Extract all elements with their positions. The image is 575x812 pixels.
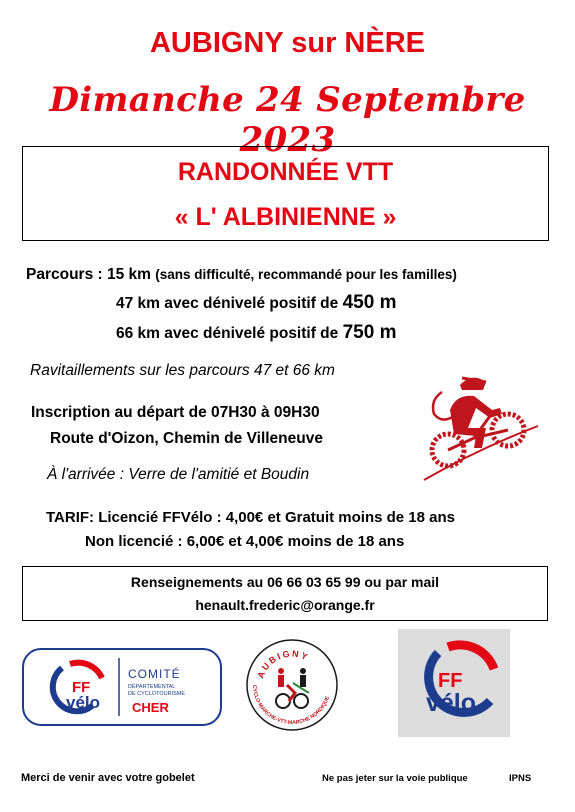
contact-phone-text: Renseignements au 06 66 03 65 99 ou par mail [130, 574, 440, 590]
event-type: RANDONNÉE VTT [177, 158, 394, 186]
parcours-47-value: 450 m [342, 292, 397, 313]
parcours-15-note: (sans difficulté, recommandé pour les familles) [155, 267, 457, 282]
event-date: Dimanche 24 Septembre 2023 [49, 80, 526, 160]
comite-text: COMITÉ [128, 667, 181, 681]
tarif-licencie: TARIF: Licencié FFVélo : 4,00€ et Gratuit moins de 18 ans [46, 509, 455, 526]
arrivee-text: À l'arrivée : Verre de l'amitié et Boudin [47, 466, 310, 483]
parcours-66-value: 750 m [342, 322, 397, 343]
tarif-non-licencie: Non licencié : 6,00€ et 4,00€ moins de 18 ans [85, 533, 405, 550]
parcours-line-66 [116, 322, 396, 344]
comite-departemental-text: DÉPARTEMENTAL [128, 684, 176, 690]
comite-cher-logo [22, 648, 222, 726]
comite-velo-text: vélo [66, 693, 101, 712]
ffvelo-logo [398, 629, 510, 737]
comite-cyclo-text: DE CYCLOTOURISME [128, 691, 186, 697]
parcours-line-47 [116, 292, 396, 314]
contact-box [22, 566, 548, 621]
aubigny-club-logo [243, 635, 341, 735]
ffvelo-ff-text: FF [438, 670, 463, 692]
footer-ipns: IPNS [509, 773, 532, 784]
ffvelo-velo-text: vélo [426, 689, 477, 717]
parcours-66-text: 66 km avec dénivelé positif de [116, 325, 339, 342]
event-title-box [22, 146, 549, 241]
route-text: Route d'Oizon, Chemin de Villeneuve [50, 430, 323, 447]
comite-ff-text: FF [72, 679, 91, 696]
comite-cher-text: CHER [132, 700, 169, 715]
footer-voie-publique: Ne pas jeter sur la voie publique [322, 773, 468, 784]
parcours-line-15 [26, 266, 457, 284]
club-top-text: AUBIGNY [255, 648, 311, 680]
parcours-47-text: 47 km avec dénivelé positif de [116, 295, 339, 312]
parcours-15-km: 15 km [106, 266, 151, 283]
page-title: AUBIGNY sur NÈRE [149, 27, 426, 59]
footer-gobelet: Merci de venir avec votre gobelet [21, 772, 195, 784]
event-name: « L' ALBINIENNE » [174, 203, 397, 231]
parcours-label: Parcours : [26, 266, 103, 283]
ravitaillements-text: Ravitaillements sur les parcours 47 et 66 km [30, 362, 335, 379]
inscription-text: Inscription au départ de 07H30 à 09H30 [31, 404, 320, 421]
club-bottom-text: CYCLO-MARCHE-VTT-MARCHE NORDIQUE [250, 684, 332, 727]
cyclist-illustration [420, 368, 545, 493]
contact-email[interactable]: henault.frederic@orange.fr [195, 597, 375, 613]
